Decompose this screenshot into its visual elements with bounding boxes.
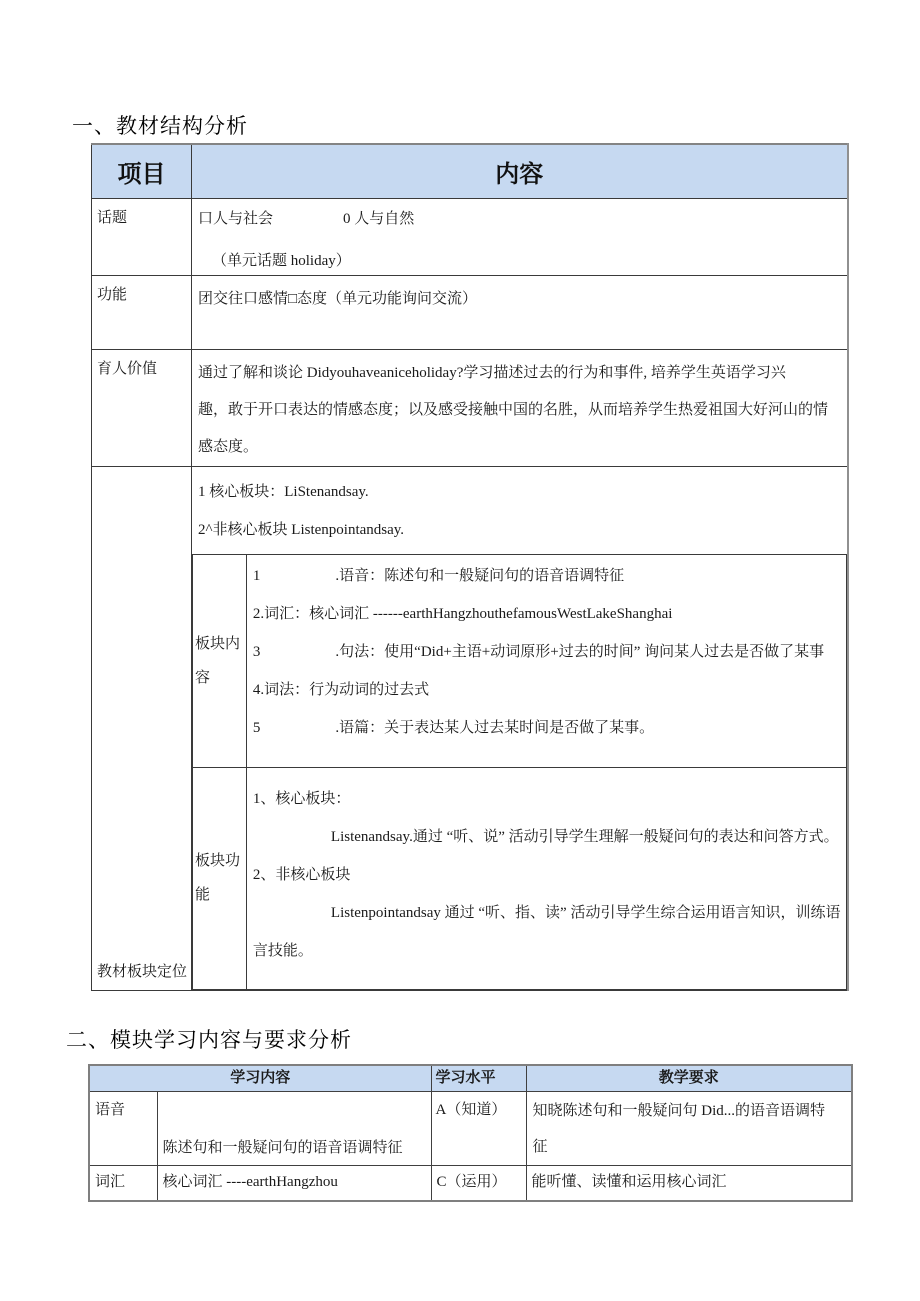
phonetics-level: A（知道） xyxy=(431,1092,526,1166)
block-function-label: 板块功能 xyxy=(193,767,247,989)
vocabulary-category: 词汇 xyxy=(89,1166,157,1201)
header-teaching-requirement: 教学要求 xyxy=(526,1065,852,1092)
header-learning-level: 学习水平 xyxy=(431,1065,526,1092)
positioning-row xyxy=(92,466,848,990)
block-detail-table xyxy=(192,554,847,990)
header-learning-content: 学习内容 xyxy=(89,1065,431,1092)
section2-heading: 二、模块学习内容与要求分析 xyxy=(66,1028,352,1052)
topic-line1: 口人与社会 0 人与自然 xyxy=(198,210,415,227)
phonetics-content: 陈述句和一般疑问句的语音语调特征 xyxy=(157,1092,431,1166)
topic-row xyxy=(92,198,848,275)
section1-heading: 一、教材结构分析 xyxy=(72,114,248,138)
function-content: 团交往口感情□态度（单元功能询问交流） xyxy=(192,275,848,349)
positioning-content xyxy=(192,466,848,990)
vocabulary-level: C（运用） xyxy=(431,1166,526,1201)
value-label: 育人价值 xyxy=(92,349,192,466)
phonetics-requirement: 知晓陈述句和一般疑问句 Did...的语音语调特 征 xyxy=(526,1092,852,1166)
block-content-lines: 1 .语音：陈述句和一般疑问句的语音语调特征 2.词汇：核心词汇 ------earthHangzhouthefamousWestLakeShanghai 3 .句法：使用“Did+主语+动词原形+过去的时间” 询问某人过去是否做了某事 4.词法：行为动词的过去式 5 .语篇：关于表达某人过去某时间是否做了某事。 xyxy=(246,554,846,767)
value-row xyxy=(92,349,848,466)
topic-line2: （单元话题 holiday） xyxy=(212,252,351,269)
topic-label: 话题 xyxy=(92,198,192,275)
block-content-label: 板块内容 xyxy=(193,554,247,767)
positioning-label: 教材板块定位 xyxy=(92,466,192,990)
phonetics-category: 语音 xyxy=(89,1092,157,1166)
block-function-row xyxy=(193,767,847,989)
header-item: 项目 xyxy=(92,144,192,198)
function-row xyxy=(92,275,848,349)
positioning-intro: 1 核心板块：LiStenandsay. 2^非核心板块 Listenpointandsay. xyxy=(198,483,405,538)
table-header-row xyxy=(92,144,848,198)
table2-header-row xyxy=(89,1065,852,1092)
value-content: 通过了解和谈论 Didyouhaveaniceholiday?学习描述过去的行为和事件, 培养学生英语学习兴 趣，敢于开口表达的情感态度；以及感受接触中国的名胜，从而培养学生热爱祖国大好河山的情 感态度。 xyxy=(192,349,848,466)
block-content-row xyxy=(193,554,847,767)
vocabulary-requirement: 能听懂、读懂和运用核心词汇 xyxy=(526,1166,852,1201)
topic-content xyxy=(192,198,848,275)
function-label: 功能 xyxy=(92,275,192,349)
learning-requirements-table xyxy=(88,1064,853,1202)
block-function-lines: 1、核心板块： Listenandsay.通过 “听、说” 活动引导学生理解一般疑问句的表达和问答方式。 2、非核心板块 Listenpointandsay 通过 “听、指、读” 活动引导学生综合运用语言知识，训练语 言技能。 xyxy=(246,767,846,989)
vocabulary-content: 核心词汇 ----earthHangzhou xyxy=(157,1166,431,1201)
vocabulary-row xyxy=(89,1166,852,1201)
header-content: 内容 xyxy=(192,144,848,198)
phonetics-row xyxy=(89,1092,852,1166)
material-structure-table xyxy=(91,143,849,991)
